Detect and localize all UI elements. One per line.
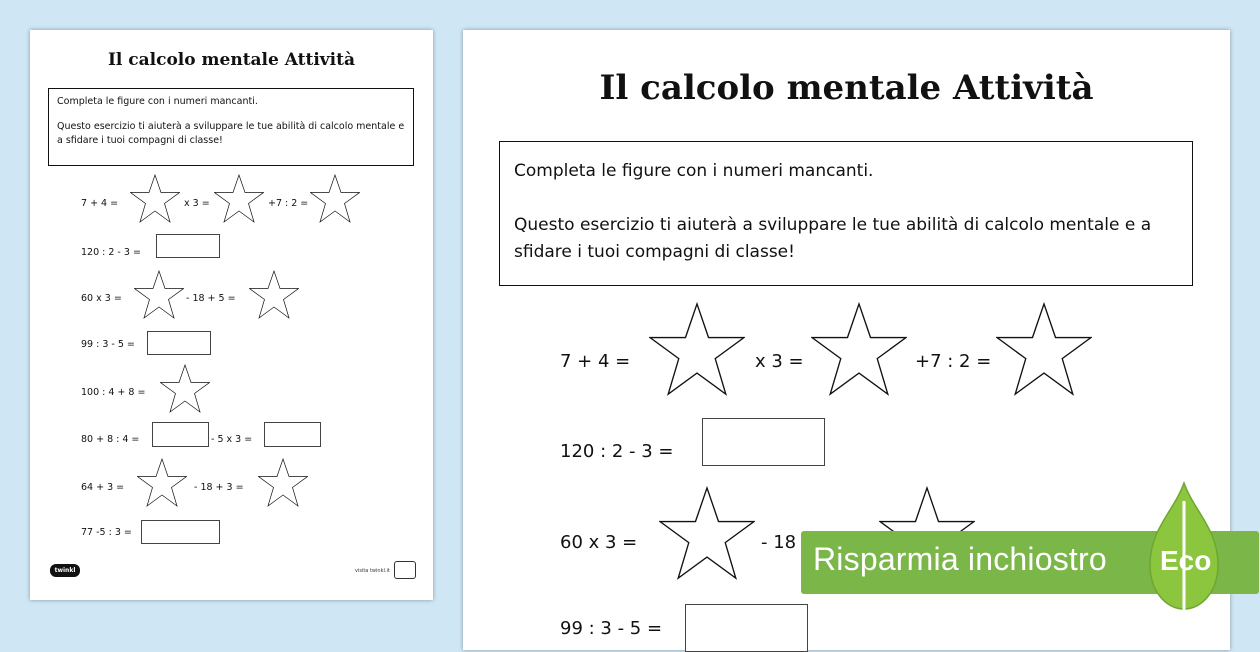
- answer-star: [258, 458, 308, 508]
- answer-star: [659, 486, 755, 582]
- answer-star: [310, 174, 360, 224]
- instructions-box: [48, 88, 414, 166]
- worksheet-thumbnail: [30, 30, 433, 600]
- instructions-box: [499, 141, 1193, 286]
- answer-star: [996, 302, 1092, 398]
- answer-box: [702, 418, 825, 466]
- answer-star: [137, 458, 187, 508]
- problem-3-step2: - 18 + 5 =: [186, 293, 236, 304]
- problem-1-step3: +7 : 2 =: [268, 198, 309, 209]
- problem-3-step2: - 18: [761, 532, 797, 553]
- problem-1-step2: x 3 =: [755, 351, 804, 372]
- answer-star: [160, 364, 210, 414]
- problem-1-expression: 7 + 4 =: [560, 351, 631, 372]
- problem-3-expression: 60 x 3 =: [81, 293, 122, 304]
- worksheet-title: Il calcolo mentale Attività: [107, 50, 356, 70]
- instructions-line1: Completa le figure con i numeri mancanti.: [514, 161, 874, 181]
- problem-2-expression: 120 : 2 - 3 =: [81, 247, 141, 258]
- problem-5-expression: 100 : 4 + 8 =: [81, 387, 146, 398]
- answer-box: [141, 520, 220, 544]
- answer-box: [685, 604, 808, 652]
- instructions-line1: Completa le figure con i numeri mancanti.: [57, 96, 258, 107]
- answer-star: [214, 174, 264, 224]
- problem-3-expression: 60 x 3 =: [560, 532, 638, 553]
- answer-star: [811, 302, 907, 398]
- eco-banner-label: Risparmia inchiostro: [813, 541, 1107, 577]
- problem-1-step3: +7 : 2 =: [915, 351, 992, 372]
- answer-box: [264, 422, 321, 447]
- answer-box: [152, 422, 209, 447]
- answer-box: [156, 234, 220, 258]
- footer-url: visita twinkl.it: [355, 568, 390, 574]
- problem-7-step2: - 18 + 3 =: [194, 482, 244, 493]
- answer-star: [249, 270, 299, 320]
- problem-6-step2: - 5 x 3 =: [211, 434, 253, 445]
- problem-7-expression: 64 + 3 =: [81, 482, 125, 493]
- problem-2-expression: 120 : 2 - 3 =: [560, 441, 674, 462]
- problem-4-expression: 99 : 3 - 5 =: [81, 339, 135, 350]
- problem-1-step2: x 3 =: [184, 198, 210, 209]
- eco-tag: Eco: [1160, 545, 1212, 576]
- problem-6-expression: 80 + 8 : 4 =: [81, 434, 140, 445]
- answer-star: [134, 270, 184, 320]
- answer-star: [130, 174, 180, 224]
- footer-badge-icon: [394, 561, 416, 579]
- instructions-line2: Questo esercizio ti aiuterà a sviluppare le tue abilità di calcolo mentale e a sfidare i tuoi compagni di classe!: [514, 215, 1152, 262]
- answer-star: [649, 302, 745, 398]
- worksheet-title: Il calcolo mentale Attività: [599, 68, 1094, 108]
- problem-4-expression: 99 : 3 - 5 =: [560, 618, 663, 639]
- answer-box: [147, 331, 211, 355]
- problem-1-expression: 7 + 4 =: [81, 198, 119, 209]
- twinkl-logo: twinkl: [50, 564, 80, 577]
- problem-8-expression: 77 -5 : 3 =: [81, 527, 132, 538]
- instructions-line2: Questo esercizio ti aiuterà a sviluppare le tue abilità di calcolo mentale e a sfidare i tuoi compagni di classe!: [57, 121, 405, 146]
